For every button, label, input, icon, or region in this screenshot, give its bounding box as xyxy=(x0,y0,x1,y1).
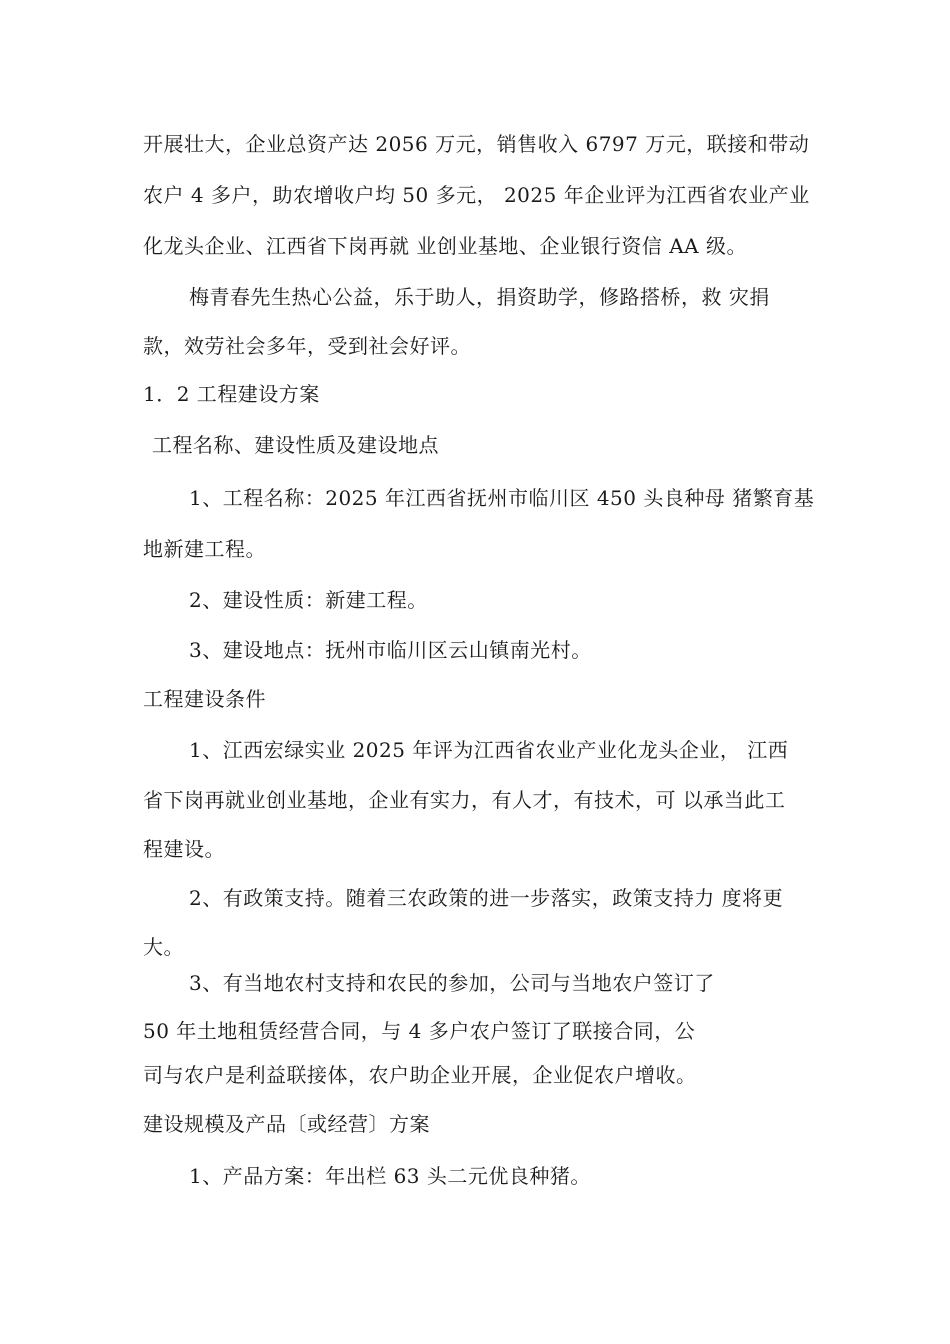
text-line: 化龙头企业、江西省下岗再就 业创业基地、企业银行资信 AA 级。 xyxy=(143,234,747,258)
list-item: 1、产品方案：年出栏 63 头二元优良种猪。 xyxy=(189,1164,591,1188)
text-line: 司与农户是利益联接体，农户助企业开展，企业促农户增收。 xyxy=(143,1063,697,1087)
text-line: 款，效劳社会多年，受到社会好评。 xyxy=(143,334,471,358)
subsection-heading: 建设规模及产品〔或经营〕方案 xyxy=(143,1112,430,1136)
section-heading: 1．2 工程建设方案 xyxy=(143,382,320,406)
text-line: 50 年土地租赁经营合同，与 4 多户农户签订了联接合同，公 xyxy=(143,1019,696,1043)
text-line: 程建设。 xyxy=(143,837,225,861)
paragraph-start: 梅青春先生热心公益，乐于助人，捐资助学，修路搭桥，救 灾捐 xyxy=(189,285,770,309)
subsection-heading: 工程建设条件 xyxy=(143,687,266,711)
text-line: 农户 4 多户，助农增收户均 50 多元， 2025 年企业评为江西省农业产业 xyxy=(143,183,810,207)
list-item: 2、建设性质：新建工程。 xyxy=(189,588,428,612)
text-line: 地新建工程。 xyxy=(143,537,266,561)
list-item: 3、有当地农村支持和农民的参加，公司与当地农户签订了 xyxy=(189,971,715,995)
text-line: 大。 xyxy=(143,935,184,959)
list-item: 1、工程名称：2025 年江西省抚州市临川区 450 头良种母 猪繁育基 xyxy=(189,486,815,510)
list-item: 3、建设地点：抚州市临川区云山镇南光村。 xyxy=(189,638,592,662)
subsection-heading: 工程名称、建设性质及建设地点 xyxy=(152,433,439,457)
list-item: 1、江西宏绿实业 2025 年评为江西省农业产业化龙头企业， 江西 xyxy=(189,738,789,762)
text-line: 省下岗再就业创业基地，企业有实力，有人才，有技术，可 以承当此工 xyxy=(143,788,786,812)
text-line: 开展壮大，企业总资产达 2056 万元，销售收入 6797 万元，联接和带动 xyxy=(143,132,810,156)
list-item: 2、有政策支持。随着三农政策的进一步落实，政策支持力 度将更 xyxy=(189,886,784,910)
